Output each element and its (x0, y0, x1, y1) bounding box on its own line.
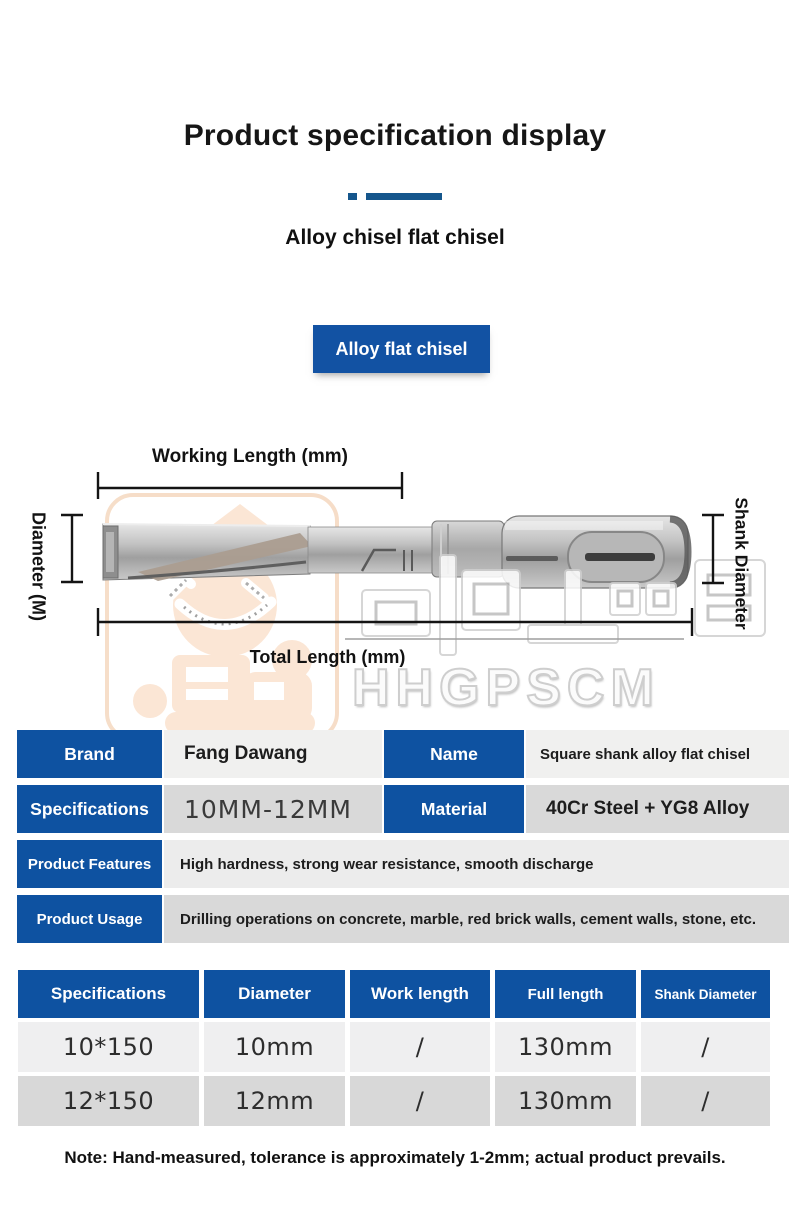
size-table (18, 970, 770, 1126)
shank-diameter-label: Shank Diameter (731, 497, 752, 630)
size-cell: 12mm (204, 1076, 345, 1126)
spec-value-specifications: 10MM-12MM (164, 785, 382, 833)
diameter-label: Diameter (M) (28, 511, 49, 622)
spec-table (17, 730, 789, 943)
page-subtitle: Alloy chisel flat chisel (285, 226, 505, 249)
size-cell: 130mm (495, 1022, 636, 1072)
total-length-label: Total Length (mm) (249, 647, 406, 667)
spec-label-material: Material (384, 785, 524, 833)
size-header-full-length: Full length (495, 970, 636, 1018)
product-badge: Alloy flat chisel (313, 325, 490, 373)
spec-value-features: High hardness, strong wear resistance, smooth discharge (164, 840, 789, 888)
spec-label-brand: Brand (17, 730, 162, 778)
spec-label-specifications: Specifications (17, 785, 162, 833)
working-length-label: Working Length (mm) (152, 446, 348, 467)
size-cell: / (641, 1076, 770, 1126)
tolerance-note: Note: Hand-measured, tolerance is approximately 1-2mm; actual product prevails. (64, 1148, 726, 1167)
size-cell: 10mm (204, 1022, 345, 1072)
size-header-specifications: Specifications (18, 970, 199, 1018)
underline-dot (348, 193, 357, 200)
size-cell: / (641, 1022, 770, 1072)
title-underline (348, 193, 442, 200)
size-cell: / (350, 1022, 490, 1072)
size-header-shank-diameter: Shank Diameter (641, 970, 770, 1018)
spec-value-brand: Fang Dawang (164, 730, 382, 778)
spec-value-usage: Drilling operations on concrete, marble, red brick walls, cement walls, stone, etc. (164, 895, 789, 943)
spec-value-name: Square shank alloy flat chisel (526, 730, 789, 778)
spec-label-usage: Product Usage (17, 895, 162, 943)
page-title: Product specification display (183, 119, 607, 152)
size-cell: 10*150 (18, 1022, 199, 1072)
size-cell: 12*150 (18, 1076, 199, 1126)
spec-label-name: Name (384, 730, 524, 778)
chisel-bit (103, 516, 688, 588)
underline-bar (366, 193, 442, 200)
size-header-diameter: Diameter (204, 970, 345, 1018)
size-cell: 130mm (495, 1076, 636, 1126)
size-header-work-length: Work length (350, 970, 490, 1018)
brand-watermark: HHGPSCM (352, 659, 660, 717)
spec-label-features: Product Features (17, 840, 162, 888)
product-diagram (0, 420, 790, 732)
size-cell: / (350, 1076, 490, 1126)
spec-value-material: 40Cr Steel + YG8 Alloy (526, 785, 789, 833)
